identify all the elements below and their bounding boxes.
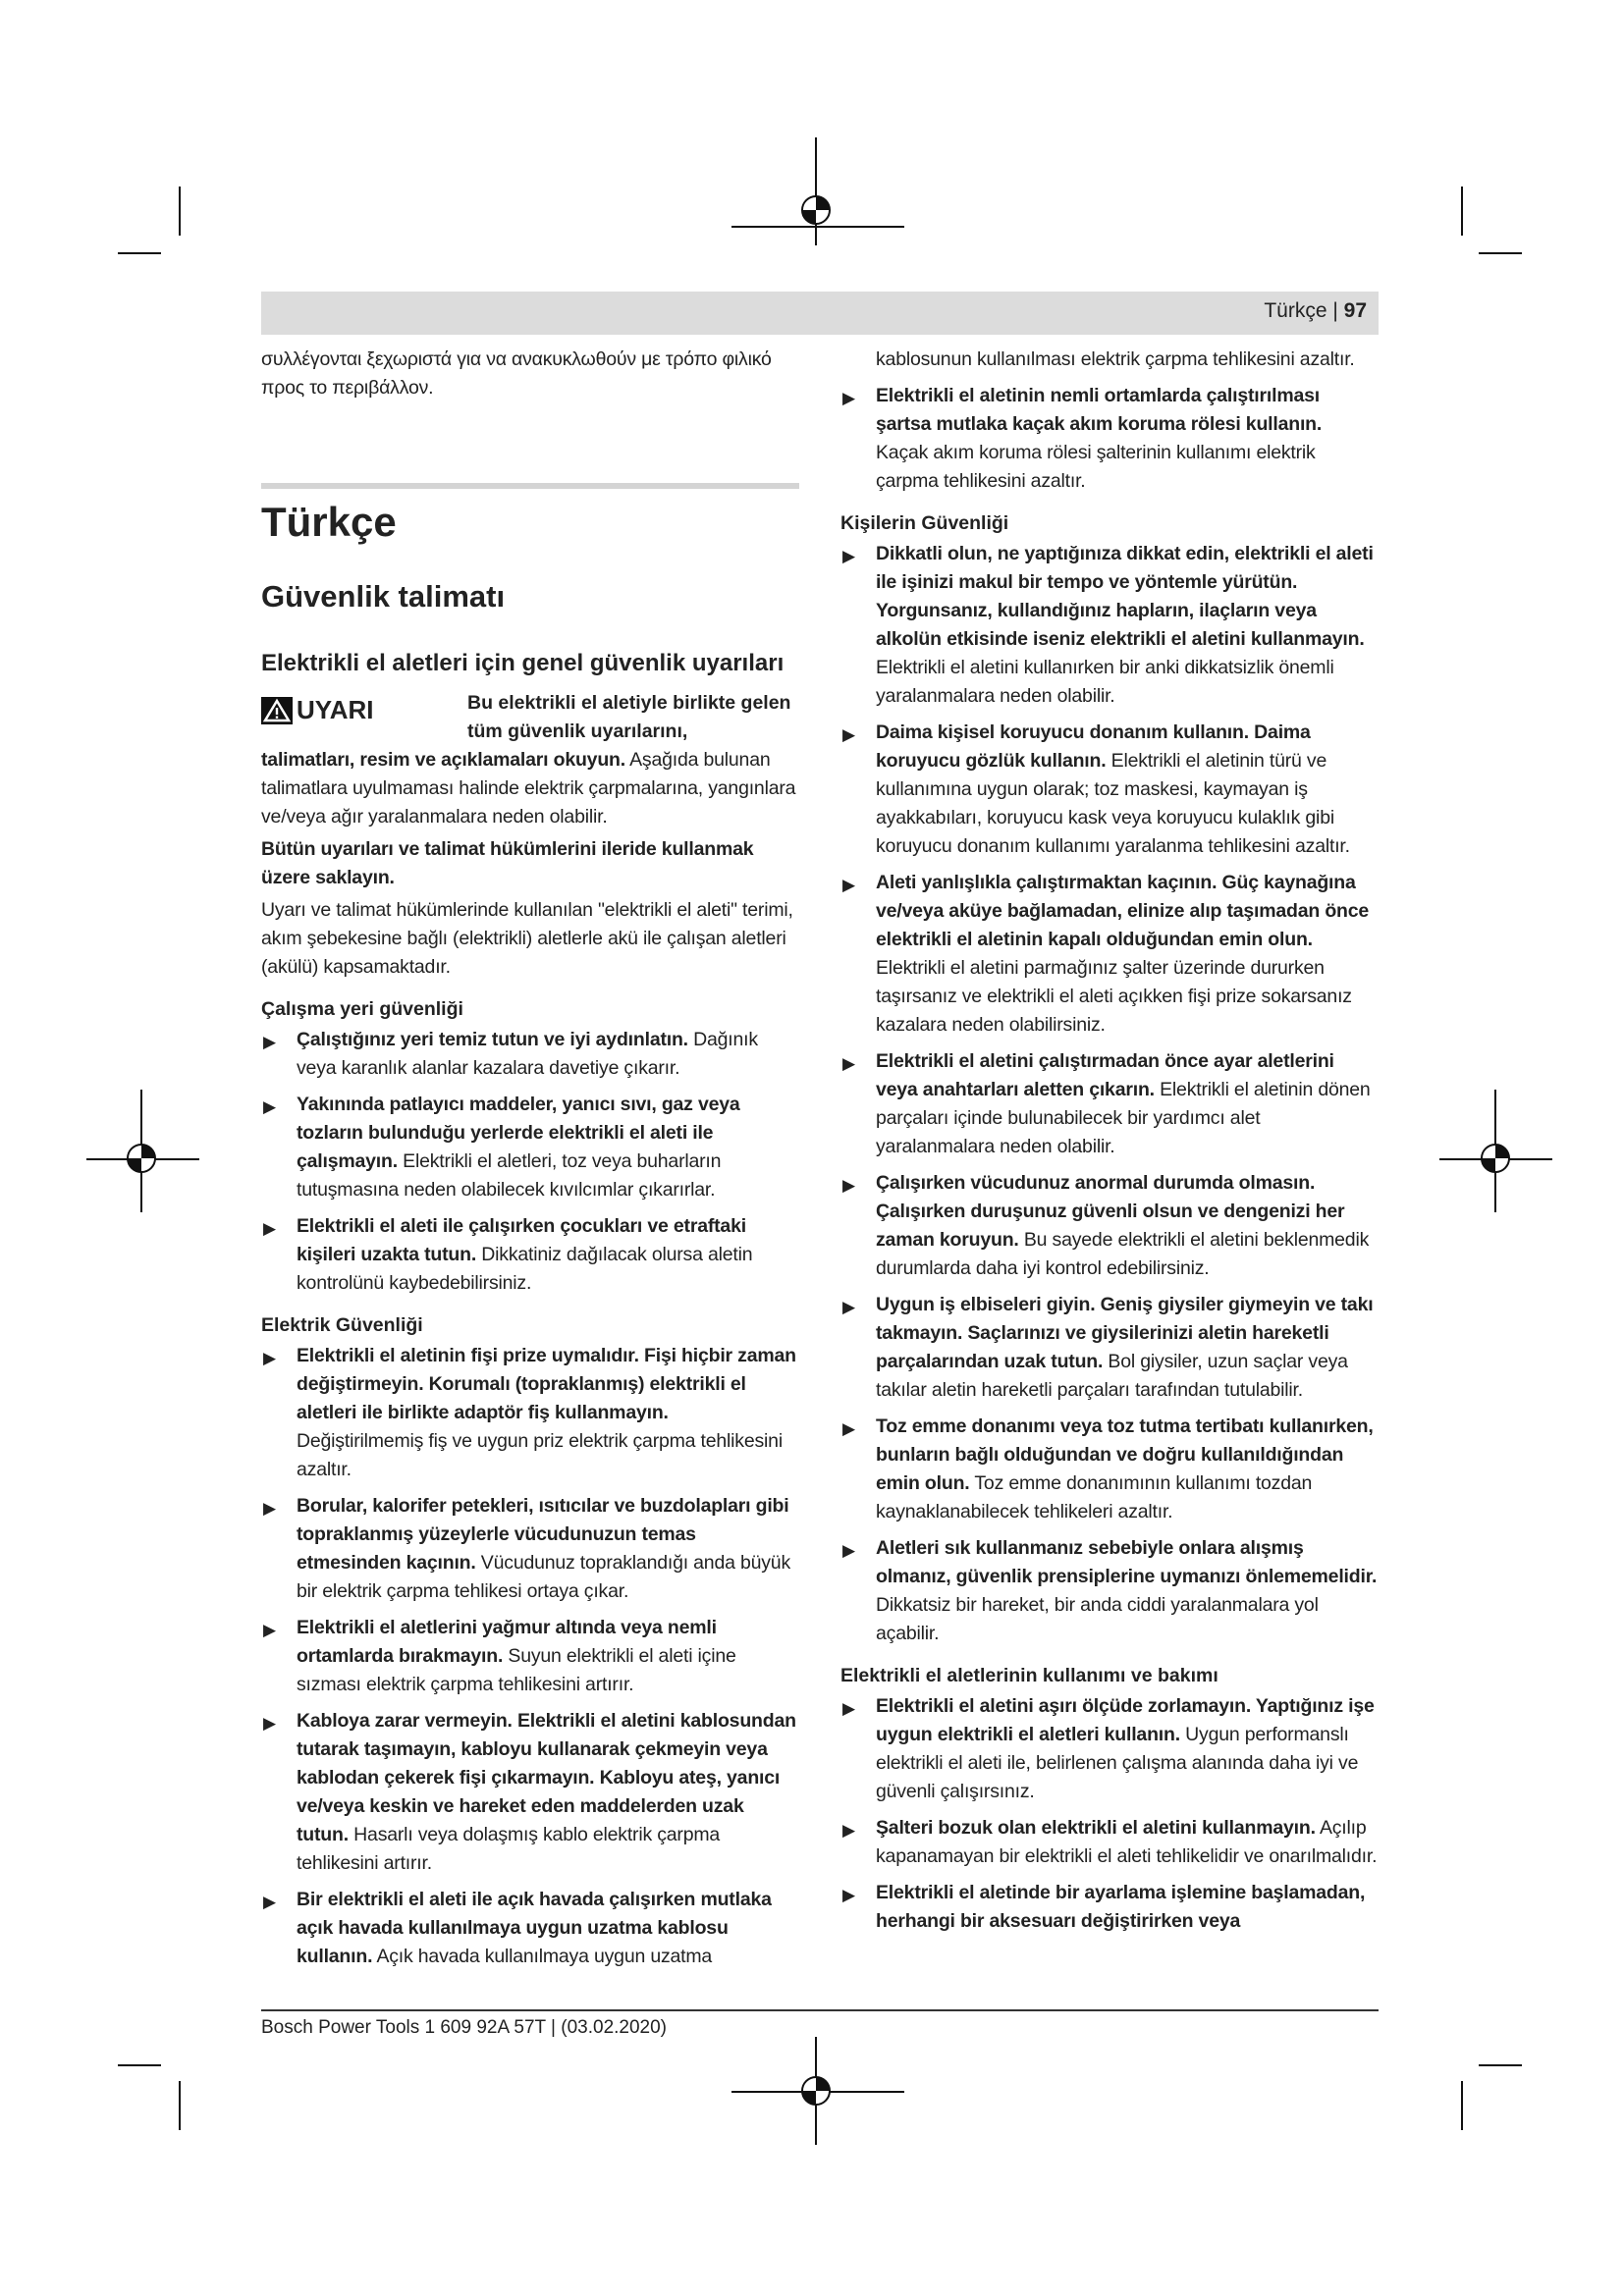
warning-continuation-text: Aşağıda bulunan talimatlara uyulmaması halinde elektrik çarpmalarına, yangınlara ve/veya ağır yaralanmalara neden olabilir. xyxy=(261,749,796,828)
section-heading: Elektrikli el aletlerinin kullanımı ve bakımı xyxy=(840,1665,1218,1686)
bullet-arrow-icon: ▶ xyxy=(842,389,855,407)
item-bold: Elektrikli el aleti ile çalışırken çocukları ve etraftaki kişileri uzakta tutun. xyxy=(297,1215,746,1265)
bullet-arrow-icon: ▶ xyxy=(263,1097,276,1116)
bullet-arrow-icon: ▶ xyxy=(842,1298,855,1316)
section-divider xyxy=(261,483,799,489)
list-item xyxy=(840,1169,1379,1283)
list-item xyxy=(261,1026,799,1083)
language-title: Türkçe xyxy=(261,499,397,545)
item-bold: Çalışırken vücudunuz anormal durumda olmasın. Çalışırken duruşunuz güvenli olsun ve dengenizi her zaman koruyun. xyxy=(876,1172,1345,1251)
item-text: Bol giysiler, uzun saçlar veya takılar aletin hareketli parçaları tarafından tutulabilir. xyxy=(876,1351,1348,1401)
bullet-arrow-icon: ▶ xyxy=(263,1893,276,1911)
item-text: Elektrikli el aletini parmağınız şalter üzerinde dururken taşırsanız ve elektrikli el aleti açıkken fişi prize sokarsanız kazalara neden olabilirsiniz. xyxy=(876,957,1352,1036)
crop-mark xyxy=(118,2064,161,2066)
item-text: Dağınık veya karanlık alanlar kazalara davetiye çıkarır. xyxy=(297,1029,758,1079)
item-text: Açılıp kapanamayan bir elektrikli el aleti tehlikelidir ve onarılmalıdır. xyxy=(876,1817,1378,1867)
right-sections xyxy=(840,509,1379,1936)
crop-mark xyxy=(1461,2081,1463,2130)
item-bold: Dikkatli olun, ne yaptığınıza dikkat edin, elektrikli el aleti ile işinizi makul bir tempo ve yöntemle yürütün. Yorgunsanız, kullandığınız hapların, ilaçların veya alkolün etkisinde iseniz elektrikli el aletini kullanmayın. xyxy=(876,543,1374,650)
header-label: Türkçe | 97 xyxy=(1264,299,1367,322)
bullet-arrow-icon: ▶ xyxy=(842,1176,855,1195)
greek-text: συλλέγονται ξεχωριστά για να ανακυκλωθούν με τρόπο φιλικό προς το περιβάλλον. xyxy=(261,348,772,399)
item-text: Bu sayede elektrikli el aletini beklenmedik durumlarda daha iyi kontrol edebilirsiniz. xyxy=(876,1229,1370,1279)
list-item xyxy=(840,1879,1379,1936)
item-bold: Elektrikli el aletinin fişi prize uymalıdır. Fişi hiçbir zaman değiştirmeyin. Korumalı (topraklanmış) elektrikli el aletleri ile birlikte adaptör fiş kullanmayın. xyxy=(297,1345,796,1423)
section-heading: Kişilerin Güvenliği xyxy=(840,512,1009,534)
crop-mark xyxy=(179,187,181,236)
item-text: Dikkatsiz bir hareket, bir anda ciddi yaralanmalara yol açabilir. xyxy=(876,1594,1319,1644)
bullet-arrow-icon: ▶ xyxy=(263,1621,276,1639)
bullet-arrow-icon: ▶ xyxy=(842,876,855,894)
left-column xyxy=(261,346,799,1979)
list-item xyxy=(261,1342,799,1484)
bullet-arrow-icon: ▶ xyxy=(842,1699,855,1718)
item-text: Toz emme donanımının kullanımı tozdan kaynaklanabilecek tehlikeleri azaltır. xyxy=(876,1472,1313,1522)
item-bold: Kabloya zarar vermeyin. Elektrikli el aletini kablosundan tutarak taşımayın, kabloyu kullanarak çekmeyin veya kablodan çekerek fişi çıkarmayın. Kabloyu ateş, yanıcı ve/veya keskin ve hareket eden maddelerden uzak tutun. xyxy=(297,1710,796,1845)
bullet-arrow-icon: ▶ xyxy=(842,1419,855,1438)
list-item xyxy=(840,382,1379,496)
bullet-arrow-icon: ▶ xyxy=(263,1219,276,1238)
item-text: Elektrikli el aletinin türü ve kullanımına uygun olarak; toz maskesi, kaymayan iş ayakkabıları, koruyucu kask veya koruyucu kulaklık gibi koruyucu donanım kullanımı yaralanma tehlikesini azaltır. xyxy=(876,750,1350,857)
list-item xyxy=(840,1692,1379,1806)
item-text: Hasarlı veya dolaşmış kablo elektrik çarpma tehlikesini artırır. xyxy=(297,1824,721,1874)
bullet-arrow-icon: ▶ xyxy=(263,1349,276,1367)
crop-mark xyxy=(1461,187,1463,236)
item-bold: Aletleri sık kullanmanız sebebiyle onlara alışmış olmanız, güvenlik prensiplerine uymanızı önlememelidir. xyxy=(876,1537,1378,1587)
list-item xyxy=(840,719,1379,861)
crop-mark xyxy=(1479,2064,1522,2066)
term-note: Uyarı ve talimat hükümlerinde kullanılan "elektrikli el aleti" terimi, akım şebekesine bağlı (elektrikli) aletlerle akü ile çalışan aletleri (akülü) kapsamaktadır. xyxy=(261,899,793,978)
bullet-arrow-icon: ▶ xyxy=(842,547,855,565)
section-heading: Elektrik Güvenliği xyxy=(261,1314,423,1336)
item-bold: Aleti yanlışlıkla çalıştırmaktan kaçının. Güç kaynağına ve/veya aküye bağlamadan, elinize alıp taşımadan önce elektrikli el aletinin kapalı olduğundan emin olun. xyxy=(876,872,1370,950)
item-text: Değiştirilmemiş fiş ve uygun priz elektrik çarpma tehlikesini azaltır. xyxy=(297,1430,783,1480)
item-bold: Toz emme donanımı veya toz tutma tertibatı kullanırken, bunların bağlı olduğundan ve doğru kullanıldığından emin olun. xyxy=(876,1415,1374,1494)
item-bold: Bir elektrikli el aleti ile açık havada çalışırken mutlaka açık havada kullanılmaya uygun uzatma kablosu kullanın. xyxy=(297,1889,772,1967)
item-text: Suyun elektrikli el aleti içine sızması elektrik çarpma tehlikesini artırır. xyxy=(297,1645,736,1695)
registration-mark-icon xyxy=(794,188,838,232)
right-column xyxy=(840,346,1379,1944)
item-bold: Çalıştığınız yeri temiz tutun ve iyi aydınlatın. xyxy=(297,1029,688,1050)
list-item xyxy=(261,1614,799,1699)
list-item xyxy=(261,1492,799,1606)
crop-mark xyxy=(179,2081,181,2130)
list-item xyxy=(261,1091,799,1204)
list-item xyxy=(840,540,1379,711)
list-item xyxy=(840,1291,1379,1405)
list-item xyxy=(261,1886,799,1971)
item-text: Elektrikli el aletleri, toz veya buharların tutuşmasına neden olabilecek kıvılcımlar çıkarırlar. xyxy=(297,1150,722,1201)
bullet-arrow-icon: ▶ xyxy=(263,1033,276,1051)
warning-continuation xyxy=(261,746,799,831)
page-header xyxy=(261,292,1379,335)
item-bold: Elektrikli el aletini çalıştırmadan önce ayar aletlerini veya anahtarları aletten çıkarın. xyxy=(876,1050,1334,1100)
page-title: Güvenlik talimatı xyxy=(261,579,506,614)
bullet-arrow-icon: ▶ xyxy=(842,725,855,744)
item-text: Dikkatiniz dağılacak olursa aletin kontrolünü kaybedebilirsiniz. xyxy=(297,1244,753,1294)
item-bold: Uygun iş elbiseleri giyin. Geniş giysiler giymeyin ve takı takmayın. Saçlarınızı ve giysilerinizi aletin hareketli parçalarından uzak tutun. xyxy=(876,1294,1374,1372)
item-bold: Şalteri bozuk olan elektrikli el aletini kullanmayın. xyxy=(876,1817,1316,1839)
footer: Bosch Power Tools 1 609 92A 57T | (03.02.2020) xyxy=(261,2017,668,2038)
warning-icon xyxy=(261,697,293,724)
continued-text: kablosunun kullanılması elektrik çarpma tehlikesini azaltır. xyxy=(876,348,1355,370)
registration-mark-icon xyxy=(794,2069,838,2112)
list-item xyxy=(840,1534,1379,1648)
header-language: Türkçe xyxy=(1264,299,1327,322)
warning-block xyxy=(261,689,799,746)
list-item xyxy=(261,1707,799,1878)
list-item xyxy=(840,1413,1379,1526)
item-bold: Daima kişisel koruyucu donanım kullanın. Daima koruyucu gözlük kullanın. xyxy=(876,721,1311,772)
bullet-arrow-icon: ▶ xyxy=(842,1821,855,1840)
page-number: 97 xyxy=(1343,299,1367,322)
list-item xyxy=(261,1212,799,1298)
item-text: Kaçak akım koruma rölesi şalterinin kullanımı elektrik çarpma tehlikesini azaltır. xyxy=(876,442,1316,492)
bullet-arrow-icon: ▶ xyxy=(842,1541,855,1560)
item-text: Uygun performanslı elektrikli el aleti ile, belirlenen çalışma alanında daha iyi ve güvenli çalışırsınız. xyxy=(876,1724,1359,1802)
bullet-arrow-icon: ▶ xyxy=(263,1714,276,1733)
keep-note: Bütün uyarıları ve talimat hükümlerini ileride kullanmak üzere saklayın. xyxy=(261,838,754,888)
left-sections xyxy=(261,995,799,1971)
section-subtitle: Elektrikli el aletleri için genel güvenlik uyarıları xyxy=(261,650,785,676)
registration-mark-icon xyxy=(120,1137,163,1180)
list-item xyxy=(840,869,1379,1040)
item-bold: Yakınında patlayıcı maddeler, yanıcı sıvı, gaz veya tozların bulunduğu yerlerde elektrikli el aleti ile çalışmayın. xyxy=(297,1094,740,1172)
bullet-arrow-icon: ▶ xyxy=(842,1886,855,1904)
item-text: Vücudunuz topraklandığı anda büyük bir elektrik çarpma tehlikesi ortaya çıkar. xyxy=(297,1552,790,1602)
item-bold: Elektrikli el aletinin nemli ortamlarda çalıştırılması şartsa mutlaka kaçak akım koruma rölesi kullanın. xyxy=(876,385,1323,435)
warning-label-text: UYARI xyxy=(297,695,374,724)
item-bold: Elektrikli el aletini aşırı ölçüde zorlamayın. Yaptığınız işe uygun elektrikli el aletleri kullanın. xyxy=(876,1695,1375,1745)
bullet-arrow-icon: ▶ xyxy=(263,1499,276,1518)
registration-mark-icon xyxy=(1474,1137,1517,1180)
warning-continuation-bold: talimatları, resim ve açıklamaları okuyun. xyxy=(261,749,625,771)
item-text: Elektrikli el aletini kullanırken bir anki dikkatsizlik önemli yaralanmalara neden olabilir. xyxy=(876,657,1334,707)
item-bold: Borular, kalorifer petekleri, ısıtıcılar ve buzdolapları gibi topraklanmış yüzeylerle vücudunuzun temas etmesinden kaçının. xyxy=(297,1495,789,1574)
list-item xyxy=(840,1047,1379,1161)
section-heading: Çalışma yeri güvenliği xyxy=(261,998,463,1020)
item-bold: Elektrikli el aletinde bir ayarlama işlemine başlamadan, herhangi bir aksesuarı değiştirirken veya xyxy=(876,1882,1366,1932)
warning-text: Bu elektrikli el aletiyle birlikte gelen tüm güvenlik uyarılarını, xyxy=(467,692,791,742)
crop-mark xyxy=(118,252,161,254)
footer-divider xyxy=(261,2009,1379,2011)
item-bold: Elektrikli el aletlerini yağmur altında veya nemli ortamlarda bırakmayın. xyxy=(297,1617,717,1667)
warning-label xyxy=(261,689,467,725)
bullet-arrow-icon: ▶ xyxy=(842,1054,855,1073)
list-item xyxy=(840,1814,1379,1871)
item-text: Elektrikli el aletinin dönen parçaları içinde bulunabilecek bir yardımcı alet yaralanmalara neden olabilir. xyxy=(876,1079,1371,1157)
item-text: Açık havada kullanılmaya uygun uzatma xyxy=(372,1946,713,1967)
crop-mark xyxy=(1479,252,1522,254)
